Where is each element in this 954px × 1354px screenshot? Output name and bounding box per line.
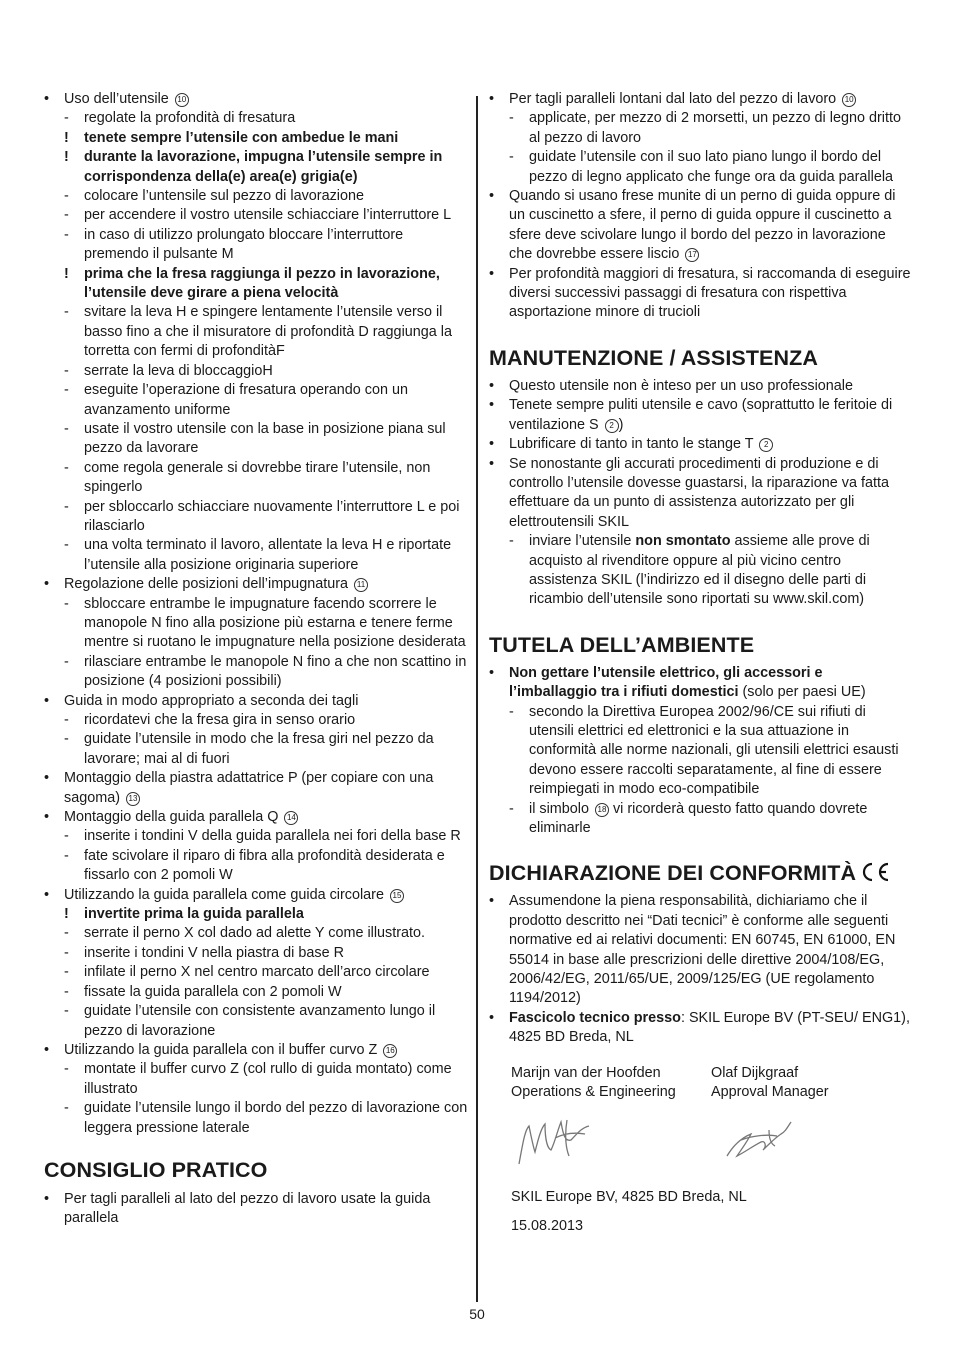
list-item: • Regolazione delle posizioni dell’impugnatura 11 [44, 575, 468, 594]
company-address: SKIL Europe BV, 4825 BD Breda, NL [511, 1189, 747, 1206]
list-item: - serrate la leva di bloccaggioH [64, 362, 273, 379]
page-number: 50 [469, 1306, 485, 1322]
circled-number-icon: 10 [175, 93, 189, 107]
list-item: • Per tagli paralleli al lato del pezzo di lavoro usate la guida parallela [44, 1190, 431, 1227]
circled-number-icon: 10 [842, 93, 856, 107]
list-item: - montate il buffer curvo Z (col rullo di guida montato) come illustrato [64, 1061, 452, 1097]
circled-number-icon: 18 [595, 803, 609, 817]
circled-number-icon: 16 [383, 1044, 397, 1058]
list-item: • Quando si usano frese munite di un perno di guida oppure di un cuscinetto a sfere, il perno di guida oppure il cuscinetto a sfere deve scivolare lungo il bordo del pezzo in lavorazione che dovrebbe essere liscio 17 [489, 188, 896, 263]
list-item: - usate il vostro utensile con la base in posizione piana sul pezzo da lavorare [64, 420, 446, 457]
list-item: • Guida in modo appropriato a seconda dei tagli [44, 692, 359, 709]
ce-mark-icon [860, 862, 890, 882]
list-item: - in caso di utilizzo prolungato bloccare l’interruttore premendo il pulsante M [64, 226, 404, 263]
list-item: - per accendere il vostro utensile schiacciare l’interruttore L [64, 207, 452, 224]
signature-1-image [511, 1102, 711, 1182]
list-item: - serrate il perno X col dado ad alette Y come illustrato. [64, 925, 426, 942]
list-item: - inserite i tondini V della guida parallela nei fori della base R [64, 828, 461, 845]
list-item: • Non gettare l’utensile elettrico, gli accessori e l’imballaggio tra i rifiuti domestici (solo per paesi UE) [489, 664, 866, 701]
list-item: • Utilizzando la guida parallela come guida circolare 15 [44, 886, 468, 905]
list-item: - fate scivolare il riparo di fibra alla profondità desiderata e fissarlo con 2 pomoli W [64, 847, 445, 884]
circled-number-icon: 2 [759, 438, 773, 452]
list-item: • Assumendone la piena responsabilità, dichiariamo che il prodotto descritto nei “Dati tecnici” è conforme alle seguenti normative ed ai relativi documenti: EN 60745, EN 61000, EN 55014 in base alle prescrizioni delle direttive 2004/108/EG, 2006/42/EG, 2011/65/UE, 2009/125/EG (UE regolamento 1194/2012) [489, 893, 896, 1007]
list-item: - inviare l’utensile non smontato assieme alle prove di acquisto al rivenditore oppure al più vicino centro assistenza SKIL (l’indirizzo ed il disegno delle parti di ricambio dell’utensile sono riportati su www.skil.com) [509, 533, 870, 608]
warning-item: ! tenete sempre l’utensile con ambedue le mani [64, 129, 399, 146]
list-item: - colocare l’untensile sul pezzo di lavorazione [64, 188, 364, 205]
list-item: - svitare la leva H e spingere lentamente l’utensile verso il basso fino a che il misuratore di profondità D raggiunga la torretta con fermi di profonditàF [64, 304, 452, 360]
heading-tutela-ambiente: TUTELA DELL’AMBIENTE [489, 632, 755, 657]
list-item: - guidate l’utensile con consistente avanzamento lungo il pezzo di lavorazione [64, 1003, 436, 1039]
warning-item: ! durante la lavorazione, impugna l’utensile sempre in corrispondenza della(e) area(e) grigia(e) [64, 149, 443, 185]
list-item: - il simbolo 18 vi ricorderà questo fatto quando dovrete eliminarle [509, 800, 868, 836]
circled-number-icon: 17 [685, 248, 699, 262]
list-item: - applicate, per mezzo di 2 morsetti, un pezzo di legno dritto al pezzo di lavoro [509, 110, 901, 146]
list-item: - fissate la guida parallela con 2 pomoli W [64, 983, 342, 1000]
heading-dichiarazione: DICHIARAZIONE DEI CONFORMITÀ [489, 860, 911, 886]
list-item: • Lubrificare di tanto in tanto le stange T 2 [489, 435, 911, 454]
list-item: • Per profondità maggiori di fresatura, si raccomanda di eseguire diversi successivi passaggi di fresatura con rispettiva asportazione minore di trucioli [489, 265, 911, 321]
column-divider [476, 96, 478, 1302]
left-instructions [44, 90, 468, 1138]
signature-2-image [711, 1102, 911, 1182]
circled-number-icon: 14 [284, 811, 298, 825]
date: 15.08.2013 [511, 1217, 584, 1234]
handwritten-signature-icon [511, 1112, 601, 1172]
list-item: - una volta terminato il lavoro, allentate la leva H e riportate l’utensile alla posizione originaria superiore [64, 537, 452, 573]
list-item: • Tenete sempre puliti utensile e cavo (soprattutto le feritoie di ventilazione S 2 ) [489, 397, 893, 433]
circled-number-icon: 15 [390, 889, 404, 903]
warning-item: ! prima che la fresa raggiunga il pezzo in lavorazione, l’utensile deve girare a piena velocità [64, 265, 440, 302]
list-item: - eseguite l’operazione di fresatura operando con un avanzamento uniforme [64, 382, 409, 418]
consiglio-list [44, 1190, 468, 1229]
circled-number-icon: 2 [605, 419, 619, 433]
right-instructions [489, 90, 911, 323]
manutenzione-list [489, 377, 911, 532]
list-item: - guidate l’utensile in modo che la fresa giri nel pezzo da lavorare; mai al di fuori [64, 731, 434, 767]
signatory-2: Olaf Dijkgraaf Approval Manager [711, 1064, 829, 1101]
list-item: - guidate l’utensile lungo il bordo del pezzo di lavorazione con leggera pressione laterale [64, 1100, 468, 1136]
handwritten-signature-icon [711, 1112, 801, 1172]
list-item: - regolate la profondità di fresatura [64, 110, 296, 127]
signature-block [511, 1064, 911, 1237]
list-item: - secondo la Direttiva Europea 2002/96/CE sui rifiuti di utensili elettrici ed elettronici e la sua attuazione in conformità alle norme nazionali, gli utensili elettrici esausti devono essere raccolti separatamente, al fine di essere reimpiegati in modo eco-compatibile [509, 703, 899, 798]
list-item: • Uso dell’utensile 10 [44, 90, 468, 109]
signatory-1: Marijn van der Hoofden Operations & Engineering [511, 1064, 676, 1101]
list-item: • Montaggio della guida parallela Q 14 [44, 808, 468, 827]
right-column [489, 90, 911, 1236]
list-item: • Fascicolo tecnico presso: SKIL Europe BV (PT-SEU/ ENG1), 4825 BD Breda, NL [489, 1009, 910, 1046]
warning-item: ! invertite prima la guida parallela [64, 906, 304, 923]
list-item: • Montaggio della piastra adattatrice P (per copiare con una sagoma) 13 [44, 770, 434, 806]
list-item: - come regola generale si dovrebbe tirare l’utensile, non spingerlo [64, 459, 431, 496]
list-item: • Questo utensile non è inteso per un uso professionale [489, 377, 854, 394]
heading-consiglio-pratico: CONSIGLIO PRATICO [44, 1157, 268, 1182]
list-item: • Per tagli paralleli lontani dal lato del pezzo di lavoro 10 [489, 90, 911, 109]
list-item: - sbloccare entrambe le impugnature facendo scorrere le manopole N fino alla posizione più estarna e tenere ferme mentre si ruotano le impugnature nella posizione desiderata [64, 595, 466, 651]
list-item: - per sbloccarlo schiacciare nuovamente l’interruttore L e poi rilasciarlo [64, 498, 460, 534]
circled-number-icon: 13 [126, 792, 140, 806]
circled-number-icon: 11 [354, 578, 368, 592]
list-item: • Utilizzando la guida parallela con il buffer curvo Z 16 [44, 1041, 468, 1060]
heading-manutenzione: MANUTENZIONE / ASSISTENZA [489, 345, 818, 370]
list-item: - ricordatevi che la fresa gira in senso orario [64, 712, 356, 728]
list-item: - rilasciare entrambe le manopole N fino a che non scattino in posizione (4 posizioni possibili) [64, 653, 467, 690]
list-item: • Se nonostante gli accurati procedimenti di produzione e di controllo l’utensile dovesse guastarsi, la riparazione va fatta effettuare da un punto di assistenza autorizzato per gli elettroutensili SKIL [489, 455, 889, 530]
list-item: - guidate l’utensile con il suo lato piano lungo il bordo del pezzo di legno applicato che funge ora da guida parallela [509, 149, 894, 185]
list-item: - infilate il perno X nel centro marcato dell’arco circolare [64, 964, 430, 981]
list-item: - inserite i tondini V nella piastra di base R [64, 944, 344, 961]
left-column [44, 90, 468, 1229]
